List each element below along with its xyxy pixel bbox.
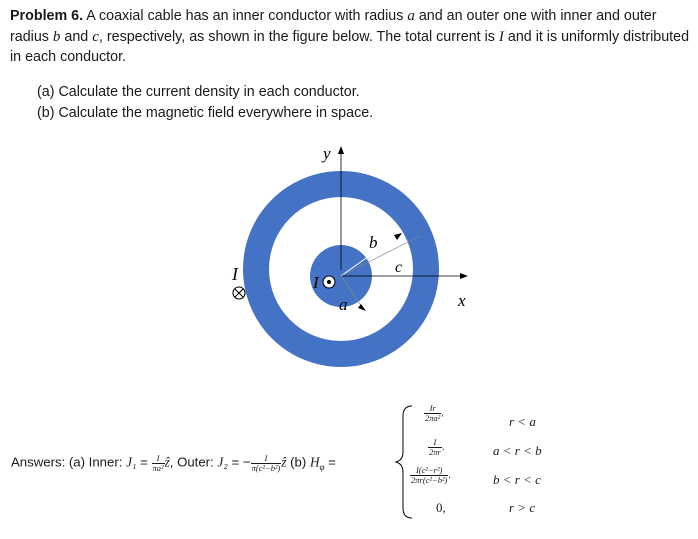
- z-hat: ẑ: [164, 454, 170, 470]
- problem-text-3: and: [60, 28, 93, 45]
- J2-numerator: I: [251, 454, 282, 464]
- y-axis-label: y: [323, 144, 331, 163]
- z-hat-2: ẑ: [281, 454, 287, 470]
- case-1-numerator: Ir: [424, 404, 441, 414]
- outer-current-label: I: [232, 264, 238, 284]
- case-4-expr: 0,: [436, 500, 446, 515]
- part-b-label: (b): [286, 454, 310, 470]
- part-b: (b) Calculate the magnetic field everywhere in space.: [37, 105, 374, 121]
- radius-b-label: b: [369, 233, 378, 252]
- radius-a-label: a: [339, 295, 348, 314]
- symbol-I: I: [498, 28, 504, 45]
- J2-denominator: π(c²−b²): [251, 462, 281, 473]
- case-3-numerator: I(c²−r²): [410, 466, 448, 476]
- equals-negative: = −: [227, 454, 251, 470]
- symbol-c: c: [92, 28, 99, 45]
- case-3-sep: ,: [448, 469, 451, 480]
- case-3-condition: b < r < c: [493, 472, 541, 487]
- J1-symbol: J₁: [126, 454, 137, 470]
- J2-symbol: J₂: [217, 454, 228, 470]
- problem-label: Problem 6.: [10, 8, 84, 24]
- case-2-condition: a < r < b: [493, 443, 542, 458]
- equals-2: =: [324, 454, 336, 470]
- case-3-expr: [410, 466, 451, 484]
- case-2-sep: ,: [441, 441, 445, 452]
- inner-current-label: I: [313, 273, 319, 292]
- case-2-numerator: I: [428, 438, 442, 448]
- left-brace: [396, 406, 412, 518]
- answers-prefix: Answers: (a) Inner:: [11, 454, 127, 470]
- problem-text-2: and an outer one with inner and outer radius: [10, 8, 657, 45]
- H-subscript: φ: [319, 462, 325, 473]
- symbol-a: a: [407, 8, 415, 24]
- equals: =: [136, 454, 152, 470]
- case-1-expr: [424, 404, 444, 422]
- case-2-denominator: 2πr: [429, 446, 441, 457]
- part-a: (a) Calculate the current density in each conductor.: [37, 84, 360, 100]
- case-2-expr: [428, 438, 444, 456]
- case-1-denominator: 2πa²: [425, 412, 441, 423]
- x-axis-label: x: [458, 291, 466, 310]
- J1-numerator: I: [152, 454, 165, 464]
- problem-text-1: A coaxial cable has an inner conductor with radius: [83, 8, 408, 24]
- H-symbol: H: [309, 454, 320, 470]
- J1-denominator: πa²: [152, 462, 164, 473]
- problem-text-5: and it is uniformly distributed in each conductor.: [10, 28, 690, 65]
- case-3-denominator: 2πr(c²−b²): [411, 474, 448, 485]
- symbol-b: b: [52, 28, 61, 45]
- outer-label: , Outer:: [169, 454, 218, 470]
- problem-text-4: , respectively, as shown in the figure below. The total current is: [98, 28, 499, 45]
- case-1-condition: r < a: [509, 414, 536, 429]
- case-1-sep: ,: [441, 407, 444, 418]
- case-4-condition: r > c: [509, 500, 536, 515]
- radius-c-label: c: [395, 259, 403, 276]
